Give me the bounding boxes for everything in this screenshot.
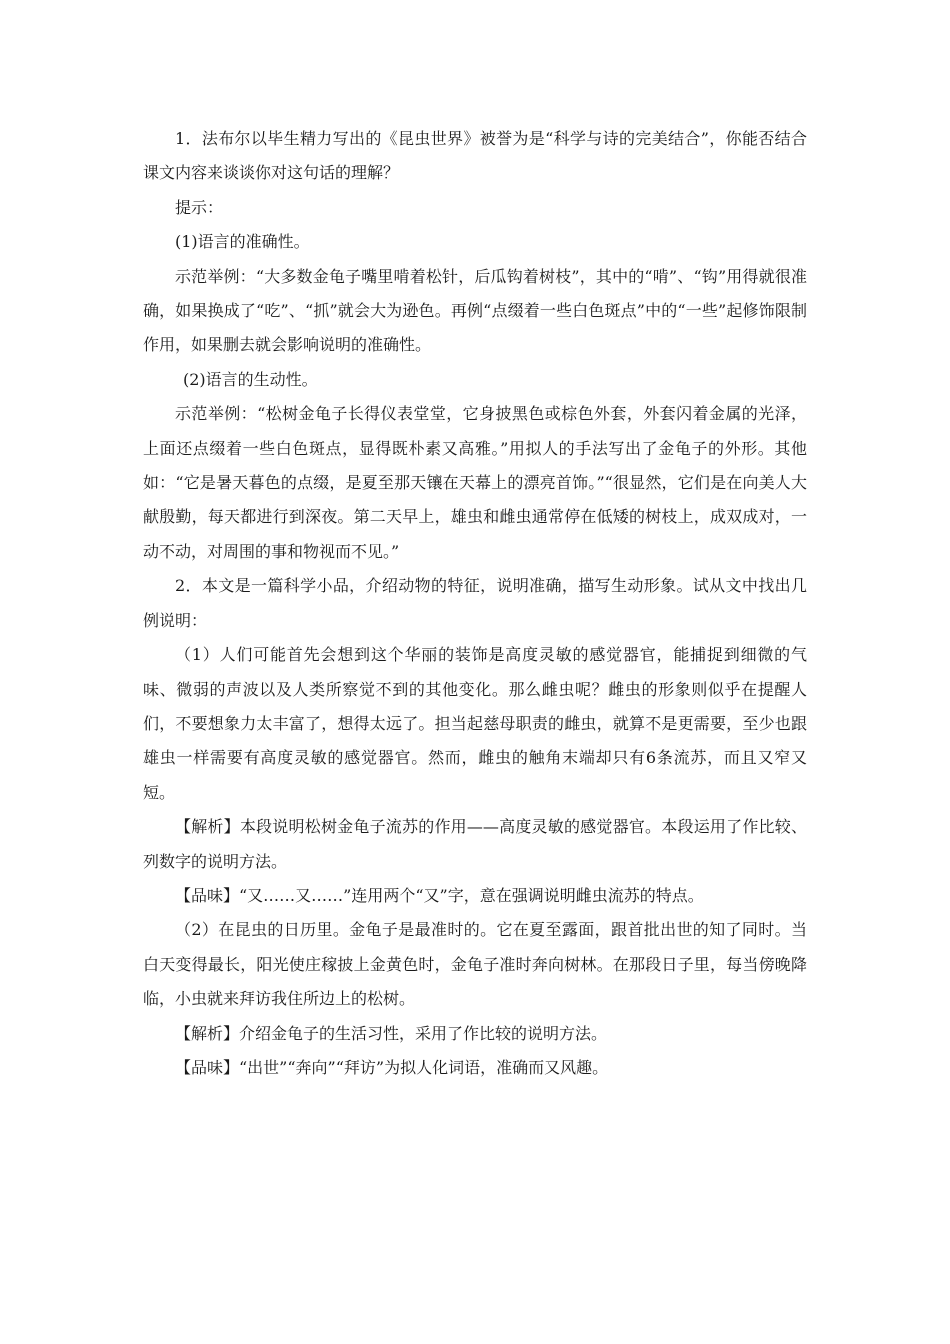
excerpt-2: （2）在昆虫的日历里。金龟子是最准时的。它在夏至露面，跟首批出世的知了同时。当白天变得最长，阳光使庄稼披上金黄色时，金龟子准时奔向树林。在那段日子里，每当傍晚降临，小虫就来拜访我住所边上的松树。 [143,920,807,1009]
point-accuracy-heading: (1)语言的准确性。 [175,232,310,252]
appreciation-1: 【品味】“又……又……”连用两个“又”字，意在强调说明雌虫流苏的特点。 [175,885,704,905]
question-2: 2．本文是一篇科学小品，介绍动物的特征，说明准确，描写生动形象。试从文中找出几例说明： [143,576,807,630]
excerpt-1: （1）人们可能首先会想到这个华丽的装饰是高度灵敏的感觉器官，能捕捉到细微的气味、微弱的声波以及人类所察觉不到的其他变化。那么雌虫呢？雌虫的形象则似乎在提醒人们，不要想象力太丰富了，想得太远了。担当起慈母职责的雌虫，就算不是更需要，至少也跟雄虫一样需要有高度灵敏的感觉器官。然而，雌虫的触角末端却只有6条流苏，而且又窄又短。 [143,645,807,802]
hint-label: 提示： [175,197,224,217]
analysis-1: 【解析】本段说明松树金龟子流苏的作用——高度灵敏的感觉器官。本段运用了作比较、列数字的说明方法。 [143,817,807,871]
vividness-example: 示范举例：“松树金龟子长得仪表堂堂，它身披黑色或棕色外套，外套闪着金属的光泽，上面还点缀着一些白色斑点，显得既朴素又高雅。”用拟人的手法写出了金龟子的外形。其他如：“它是暑天暮色的点缀，是夏至那天镶在天幕上的漂亮首饰。”“很显然，它们是在向美人大献殷勤，每天都进行到深夜。第二天早上，雄虫和雌虫通常停在低矮的树枝上，成双成对，一动不动，对周围的事和物视而不见。” [143,404,807,561]
question-1: 1．法布尔以毕生精力写出的《昆虫世界》被誉为是“科学与诗的完美结合”，你能否结合课文内容来谈谈你对这句话的理解？ [143,129,807,183]
accuracy-example: 示范举例：“大多数金龟子嘴里啃着松针，后瓜钩着树枝”，其中的“啃”、“钩”用得就很准确，如果换成了“吃”、“抓”就会大为逊色。再例“点缀着一些白色斑点”中的“一些”起修饰限制作用，如果删去就会影响说明的准确性。 [143,266,807,355]
point-vividness-heading: (2)语言的生动性。 [183,369,318,389]
appreciation-2: 【品味】“出世”“奔向”“拜访”为拟人化词语，准确而又风趣。 [175,1057,609,1077]
document-body [143,122,807,1085]
analysis-2: 【解析】介绍金龟子的生活习性，采用了作比较的说明方法。 [175,1023,608,1043]
